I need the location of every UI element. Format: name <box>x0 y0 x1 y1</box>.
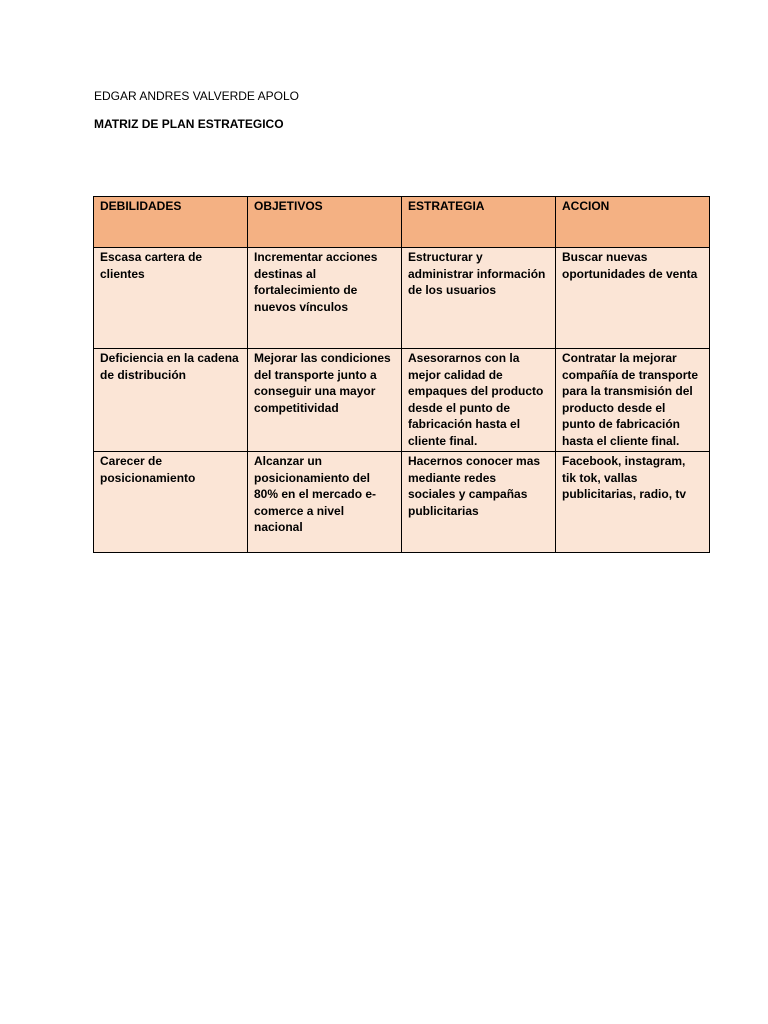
table-cell <box>94 452 248 553</box>
cell-text: Asesorarnos con la mejor calidad de empaques del producto desde el punto de fabricación hasta el cliente final. <box>408 351 544 448</box>
cell-text: Buscar nuevas oportunidades de venta <box>562 250 698 281</box>
document-author: EDGAR ANDRES VALVERDE APOLO <box>94 89 299 103</box>
table-row <box>94 248 710 349</box>
header-label: ESTRATEGIA <box>408 199 485 213</box>
table-cell <box>556 452 710 553</box>
table-row <box>94 349 710 452</box>
table-cell <box>402 452 556 553</box>
cell-text: Estructurar y administrar información de los usuarios <box>408 250 546 297</box>
table-cell <box>248 349 402 452</box>
table-cell <box>94 248 248 349</box>
cell-text: Incrementar acciones destinas al fortalecimiento de nuevos vínculos <box>254 250 378 314</box>
cell-text: Mejorar las condiciones del transporte junto a conseguir una mayor competitividad <box>254 351 391 415</box>
header-accion <box>556 197 710 248</box>
table-cell <box>94 349 248 452</box>
document-title: MATRIZ DE PLAN ESTRATEGICO <box>94 117 284 131</box>
table-cell <box>402 349 556 452</box>
cell-text: Alcanzar un posicionamiento del 80% en el mercado e- comerce a nivel nacional <box>254 454 377 534</box>
header-label: ACCION <box>562 199 610 213</box>
table-cell <box>402 248 556 349</box>
header-label: OBJETIVOS <box>254 199 323 213</box>
cell-text: Escasa cartera de clientes <box>100 250 203 281</box>
table-cell <box>556 349 710 452</box>
header-debilidades <box>94 197 248 248</box>
header-label: DEBILIDADES <box>100 199 182 213</box>
table-row <box>94 452 710 553</box>
header-estrategia <box>402 197 556 248</box>
table-cell <box>556 248 710 349</box>
cell-text: Deficiencia en la cadena de distribución <box>100 351 239 382</box>
table-cell <box>248 452 402 553</box>
cell-text: Hacernos conocer mas mediante redes sociales y campañas publicitarias <box>408 454 541 518</box>
cell-text: Facebook, instagram, tik tok, vallas publicitarias, radio, tv <box>562 454 687 501</box>
table-header-row <box>94 197 710 248</box>
header-objetivos <box>248 197 402 248</box>
strategic-plan-matrix <box>93 196 710 553</box>
cell-text: Contratar la mejorar compañía de transporte para la transmisión del producto desde el punto de fabricación hasta el cliente final. <box>562 351 699 448</box>
cell-text: Carecer de posicionamiento <box>100 454 196 485</box>
table-cell <box>248 248 402 349</box>
